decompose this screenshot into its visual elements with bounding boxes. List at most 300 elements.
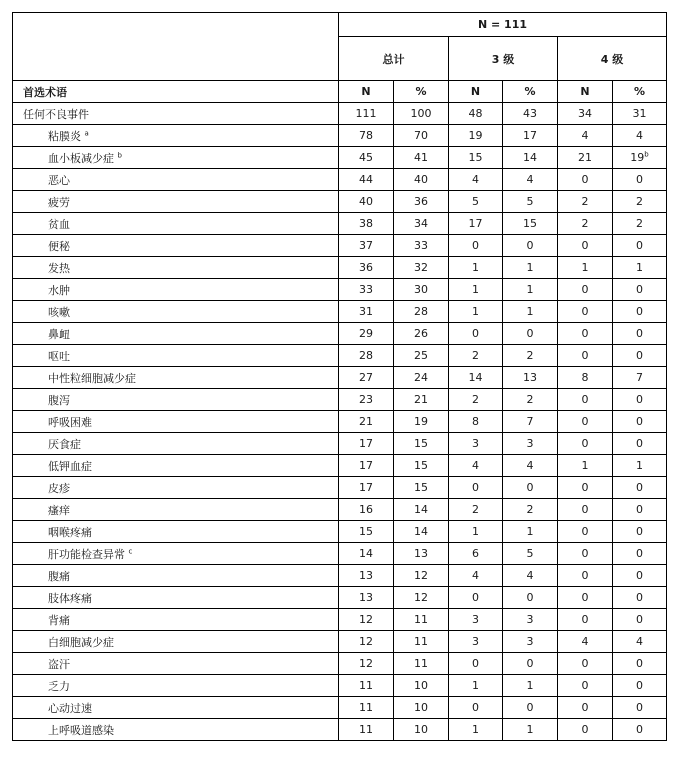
count-value: 13 <box>359 569 373 582</box>
percent-value: 0 <box>636 173 643 186</box>
col-header-n: N <box>558 81 613 103</box>
preferred-term-cell <box>13 477 339 499</box>
percent-cell <box>394 675 449 697</box>
percent-cell <box>503 609 558 631</box>
percent-cell <box>503 433 558 455</box>
table-row <box>13 433 667 455</box>
percent-cell <box>613 653 667 675</box>
preferred-term-text: 呕吐 <box>48 349 70 363</box>
percent-cell <box>613 345 667 367</box>
count-cell <box>339 697 394 719</box>
percent-cell <box>394 411 449 433</box>
percent-value: 2 <box>636 217 643 230</box>
percent-cell <box>503 345 558 367</box>
percent-cell <box>394 477 449 499</box>
adverse-events-table <box>12 12 667 741</box>
count-cell <box>449 609 503 631</box>
preferred-term-text: 心动过速 <box>48 701 92 715</box>
preferred-term-text: 咽喉疼痛 <box>48 525 92 539</box>
preferred-term-cell <box>13 235 339 257</box>
percent-value: 0 <box>636 503 643 516</box>
percent-value: 19 <box>414 415 428 428</box>
col-header-n: N <box>449 81 503 103</box>
percent-cell <box>503 235 558 257</box>
percent-cell <box>503 411 558 433</box>
count-value: 4 <box>581 635 589 648</box>
preferred-term-text: 瘙痒 <box>48 503 70 517</box>
percent-cell <box>394 257 449 279</box>
percent-value: 15 <box>414 437 428 450</box>
count-value: 38 <box>359 217 373 230</box>
count-cell <box>339 367 394 389</box>
percent-cell <box>503 697 558 719</box>
percent-value: 0 <box>636 349 643 362</box>
table-row <box>13 411 667 433</box>
count-value: 21 <box>359 415 373 428</box>
count-cell <box>449 257 503 279</box>
percent-value: 24 <box>414 371 428 384</box>
preferred-term-text: 发热 <box>48 261 70 275</box>
count-cell <box>449 103 503 125</box>
count-cell <box>449 697 503 719</box>
percent-cell <box>503 543 558 565</box>
preferred-term-text: 任何不良事件 <box>23 107 89 121</box>
table-row <box>13 125 667 147</box>
percent-value: 26 <box>414 327 428 340</box>
percent-cell <box>613 565 667 587</box>
table-row <box>13 169 667 191</box>
count-cell <box>558 345 613 367</box>
table-row <box>13 609 667 631</box>
preferred-term-text: 乏力 <box>48 679 70 693</box>
count-cell <box>449 521 503 543</box>
col-header-n: N <box>339 81 394 103</box>
percent-cell <box>503 587 558 609</box>
count-cell <box>449 477 503 499</box>
percent-value: 12 <box>414 569 428 582</box>
percent-value: 0 <box>636 679 643 692</box>
percent-value: 0 <box>636 415 643 428</box>
percent-value: 15 <box>414 481 428 494</box>
count-cell <box>339 653 394 675</box>
count-value: 0 <box>581 547 589 560</box>
count-value: 17 <box>359 437 373 450</box>
percent-value: 33 <box>414 239 428 252</box>
count-value: 4 <box>472 173 479 186</box>
percent-cell <box>613 609 667 631</box>
count-cell <box>339 389 394 411</box>
count-cell <box>339 675 394 697</box>
count-value: 1 <box>472 723 479 736</box>
count-value: 0 <box>581 657 589 670</box>
preferred-term-text: 恶心 <box>48 173 70 187</box>
preferred-term-cell <box>13 257 339 279</box>
percent-value: 17 <box>523 129 537 142</box>
percent-cell <box>503 675 558 697</box>
count-cell <box>558 257 613 279</box>
percent-cell <box>394 433 449 455</box>
percent-cell <box>394 279 449 301</box>
count-value: 1 <box>581 261 589 274</box>
count-value: 0 <box>472 591 479 604</box>
percent-value: 0 <box>526 701 534 714</box>
percent-value: 0 <box>526 327 534 340</box>
percent-value: 0 <box>636 569 643 582</box>
table-row <box>13 653 667 675</box>
percent-value: 0 <box>526 481 534 494</box>
count-cell <box>449 367 503 389</box>
count-value: 33 <box>359 283 373 296</box>
table-row <box>13 499 667 521</box>
percent-cell <box>394 345 449 367</box>
count-cell <box>558 587 613 609</box>
preferred-term-cell <box>13 521 339 543</box>
count-cell <box>558 433 613 455</box>
table-row <box>13 477 667 499</box>
percent-cell <box>503 213 558 235</box>
percent-value: 10 <box>414 679 428 692</box>
count-value: 14 <box>359 547 373 560</box>
percent-value: 32 <box>414 261 428 274</box>
percent-value: 28 <box>414 305 428 318</box>
count-value: 8 <box>472 415 479 428</box>
preferred-term-text: 呼吸困难 <box>48 415 92 429</box>
percent-value: 12 <box>414 591 428 604</box>
count-cell <box>449 455 503 477</box>
footnote-marker: b <box>117 150 122 159</box>
count-cell <box>339 565 394 587</box>
preferred-term-cell <box>13 389 339 411</box>
percent-value: 21 <box>414 393 428 406</box>
count-cell <box>558 411 613 433</box>
percent-cell <box>613 213 667 235</box>
preferred-term-text: 鼻衄 <box>48 327 70 341</box>
percent-value: 0 <box>636 547 643 560</box>
table-row <box>13 345 667 367</box>
percent-value: 14 <box>523 151 537 164</box>
count-value: 2 <box>581 195 589 208</box>
count-value: 4 <box>472 569 479 582</box>
preferred-term-text: 皮疹 <box>48 481 70 495</box>
percent-cell <box>613 103 667 125</box>
count-value: 21 <box>578 151 592 164</box>
percent-value: 0 <box>636 591 643 604</box>
percent-cell <box>394 125 449 147</box>
count-value: 15 <box>468 151 483 164</box>
percent-value: 1 <box>526 723 534 736</box>
count-cell <box>558 191 613 213</box>
table-row <box>13 455 667 477</box>
percent-cell <box>613 543 667 565</box>
preferred-term-text: 血小板减少症 <box>48 151 114 165</box>
preferred-term-cell <box>13 323 339 345</box>
count-value: 8 <box>581 371 589 384</box>
count-cell <box>449 719 503 741</box>
percent-value: 36 <box>414 195 428 208</box>
percent-cell <box>394 367 449 389</box>
percent-value: 10 <box>414 723 428 736</box>
count-cell <box>558 301 613 323</box>
percent-cell <box>503 323 558 345</box>
percent-value: 1 <box>526 261 534 274</box>
count-cell <box>558 631 613 653</box>
percent-cell <box>613 433 667 455</box>
count-cell <box>449 631 503 653</box>
table-body <box>13 103 667 741</box>
percent-value: 5 <box>526 547 534 560</box>
count-value: 0 <box>581 723 589 736</box>
col-header-percent: % <box>394 81 449 103</box>
preferred-term-cell <box>13 125 339 147</box>
percent-cell <box>503 521 558 543</box>
percent-value: 2 <box>636 195 643 208</box>
count-cell <box>558 279 613 301</box>
count-cell <box>339 433 394 455</box>
percent-value: 2 <box>526 349 534 362</box>
count-value: 4 <box>581 129 589 142</box>
count-cell <box>558 367 613 389</box>
count-cell <box>449 213 503 235</box>
count-cell <box>339 499 394 521</box>
percent-cell <box>613 169 667 191</box>
preferred-term-text: 上呼吸道感染 <box>48 723 114 737</box>
count-cell <box>558 125 613 147</box>
percent-value: 15 <box>414 459 428 472</box>
percent-value: 0 <box>636 723 643 736</box>
preferred-term-cell <box>13 697 339 719</box>
count-value: 0 <box>581 481 589 494</box>
percent-value: 7 <box>636 371 643 384</box>
count-value: 0 <box>581 591 589 604</box>
table-row <box>13 587 667 609</box>
percent-value: 0 <box>636 437 643 450</box>
count-value: 0 <box>581 525 589 538</box>
count-value: 0 <box>472 701 479 714</box>
count-value: 34 <box>578 107 592 120</box>
count-cell <box>558 323 613 345</box>
footnote-marker: a <box>84 128 89 137</box>
percent-cell <box>613 301 667 323</box>
count-cell <box>339 125 394 147</box>
count-value: 0 <box>581 569 589 582</box>
count-cell <box>558 565 613 587</box>
count-cell <box>449 147 503 169</box>
count-value: 0 <box>581 415 589 428</box>
preferred-term-cell <box>13 675 339 697</box>
count-value: 3 <box>472 437 479 450</box>
percent-value: 19 <box>630 151 645 164</box>
percent-cell <box>613 147 667 169</box>
percent-value: 30 <box>414 283 428 296</box>
percent-value: 0 <box>636 701 643 714</box>
percent-cell <box>503 631 558 653</box>
count-cell <box>558 103 613 125</box>
preferred-term-cell <box>13 719 339 741</box>
preferred-term-text: 疲劳 <box>48 195 70 209</box>
count-cell <box>339 301 394 323</box>
percent-cell <box>503 103 558 125</box>
count-value: 0 <box>581 327 589 340</box>
count-cell <box>558 235 613 257</box>
preferred-term-cell <box>13 433 339 455</box>
table-row <box>13 543 667 565</box>
percent-value: 0 <box>636 613 643 626</box>
count-cell <box>558 675 613 697</box>
header-empty-cell <box>13 37 339 81</box>
percent-cell <box>613 521 667 543</box>
count-cell <box>449 653 503 675</box>
percent-value: 15 <box>523 217 537 230</box>
table-row <box>13 675 667 697</box>
count-cell <box>558 609 613 631</box>
count-cell <box>558 521 613 543</box>
count-value: 0 <box>581 503 589 516</box>
percent-value: 13 <box>523 371 537 384</box>
percent-cell <box>613 697 667 719</box>
percent-cell <box>503 455 558 477</box>
table-row <box>13 697 667 719</box>
total-n-header: N = 111 <box>339 13 667 37</box>
percent-cell <box>394 301 449 323</box>
preferred-term-text: 贫血 <box>48 217 70 231</box>
percent-value: 0 <box>636 327 643 340</box>
count-cell <box>558 697 613 719</box>
percent-cell <box>503 389 558 411</box>
count-cell <box>449 389 503 411</box>
count-cell <box>339 103 394 125</box>
percent-cell <box>394 103 449 125</box>
preferred-term-cell <box>13 147 339 169</box>
count-cell <box>339 631 394 653</box>
count-value: 6 <box>472 547 479 560</box>
preferred-term-cell <box>13 543 339 565</box>
percent-value: 1 <box>636 261 643 274</box>
percent-value: 0 <box>636 481 643 494</box>
count-value: 0 <box>581 701 589 714</box>
percent-cell <box>394 609 449 631</box>
count-cell <box>449 323 503 345</box>
preferred-term-text: 粘膜炎 <box>48 129 81 143</box>
percent-value: 1 <box>526 305 534 318</box>
preferred-term-cell <box>13 455 339 477</box>
percent-cell <box>503 125 558 147</box>
percent-cell <box>394 587 449 609</box>
count-value: 1 <box>472 283 479 296</box>
count-value: 0 <box>581 393 589 406</box>
count-cell <box>339 235 394 257</box>
table-row <box>13 301 667 323</box>
percent-cell <box>394 543 449 565</box>
percent-cell <box>394 697 449 719</box>
percent-cell <box>503 147 558 169</box>
percent-cell <box>613 675 667 697</box>
table-row <box>13 521 667 543</box>
table-row <box>13 323 667 345</box>
count-cell <box>449 279 503 301</box>
count-value: 0 <box>472 481 479 494</box>
preferred-term-cell <box>13 103 339 125</box>
count-value: 17 <box>359 459 373 472</box>
table-row <box>13 257 667 279</box>
count-value: 2 <box>472 503 479 516</box>
footnote-marker: b <box>644 150 649 159</box>
percent-value: 4 <box>636 635 643 648</box>
percent-value: 4 <box>526 569 534 582</box>
adverse-events-table-container <box>12 12 667 741</box>
percent-cell <box>394 191 449 213</box>
preferred-term-text: 中性粒细胞减少症 <box>48 371 136 385</box>
count-cell <box>449 433 503 455</box>
percent-value: 2 <box>526 393 534 406</box>
count-cell <box>339 455 394 477</box>
count-cell <box>339 345 394 367</box>
preferred-term-cell <box>13 609 339 631</box>
percent-cell <box>394 323 449 345</box>
preferred-term-cell <box>13 631 339 653</box>
count-value: 27 <box>359 371 373 384</box>
percent-cell <box>503 719 558 741</box>
preferred-term-text: 肢体疼痛 <box>48 591 92 605</box>
percent-cell <box>503 169 558 191</box>
percent-value: 0 <box>526 657 534 670</box>
count-cell <box>558 477 613 499</box>
percent-cell <box>613 279 667 301</box>
count-value: 1 <box>472 525 479 538</box>
percent-cell <box>394 631 449 653</box>
preferred-term-cell <box>13 301 339 323</box>
count-cell <box>449 587 503 609</box>
count-cell <box>558 653 613 675</box>
table-row <box>13 103 667 125</box>
percent-value: 4 <box>526 173 534 186</box>
percent-cell <box>613 631 667 653</box>
percent-cell <box>394 389 449 411</box>
percent-value: 40 <box>414 173 428 186</box>
percent-value: 3 <box>526 437 534 450</box>
percent-value: 14 <box>414 503 428 516</box>
percent-value: 1 <box>526 283 534 296</box>
percent-value: 3 <box>526 613 534 626</box>
percent-value: 0 <box>636 393 643 406</box>
percent-value: 43 <box>523 107 537 120</box>
count-cell <box>449 345 503 367</box>
table-row <box>13 191 667 213</box>
count-value: 31 <box>359 305 373 318</box>
group-header-total: 总计 <box>339 37 449 81</box>
count-value: 0 <box>581 173 589 186</box>
footnote-marker: c <box>128 546 133 555</box>
count-value: 12 <box>359 613 373 626</box>
percent-cell <box>394 653 449 675</box>
preferred-term-text: 便秘 <box>48 239 70 253</box>
count-value: 37 <box>359 239 373 252</box>
count-cell <box>339 587 394 609</box>
percent-cell <box>613 323 667 345</box>
percent-value: 0 <box>526 591 534 604</box>
percent-cell <box>613 477 667 499</box>
preferred-term-cell <box>13 653 339 675</box>
preferred-term-text: 白细胞减少症 <box>48 635 114 649</box>
count-value: 19 <box>468 129 483 142</box>
percent-value: 0 <box>636 525 643 538</box>
count-value: 11 <box>359 679 373 692</box>
percent-value: 5 <box>526 195 534 208</box>
table-row <box>13 565 667 587</box>
percent-cell <box>394 719 449 741</box>
count-cell <box>449 411 503 433</box>
count-value: 48 <box>468 107 483 120</box>
count-value: 44 <box>359 173 373 186</box>
